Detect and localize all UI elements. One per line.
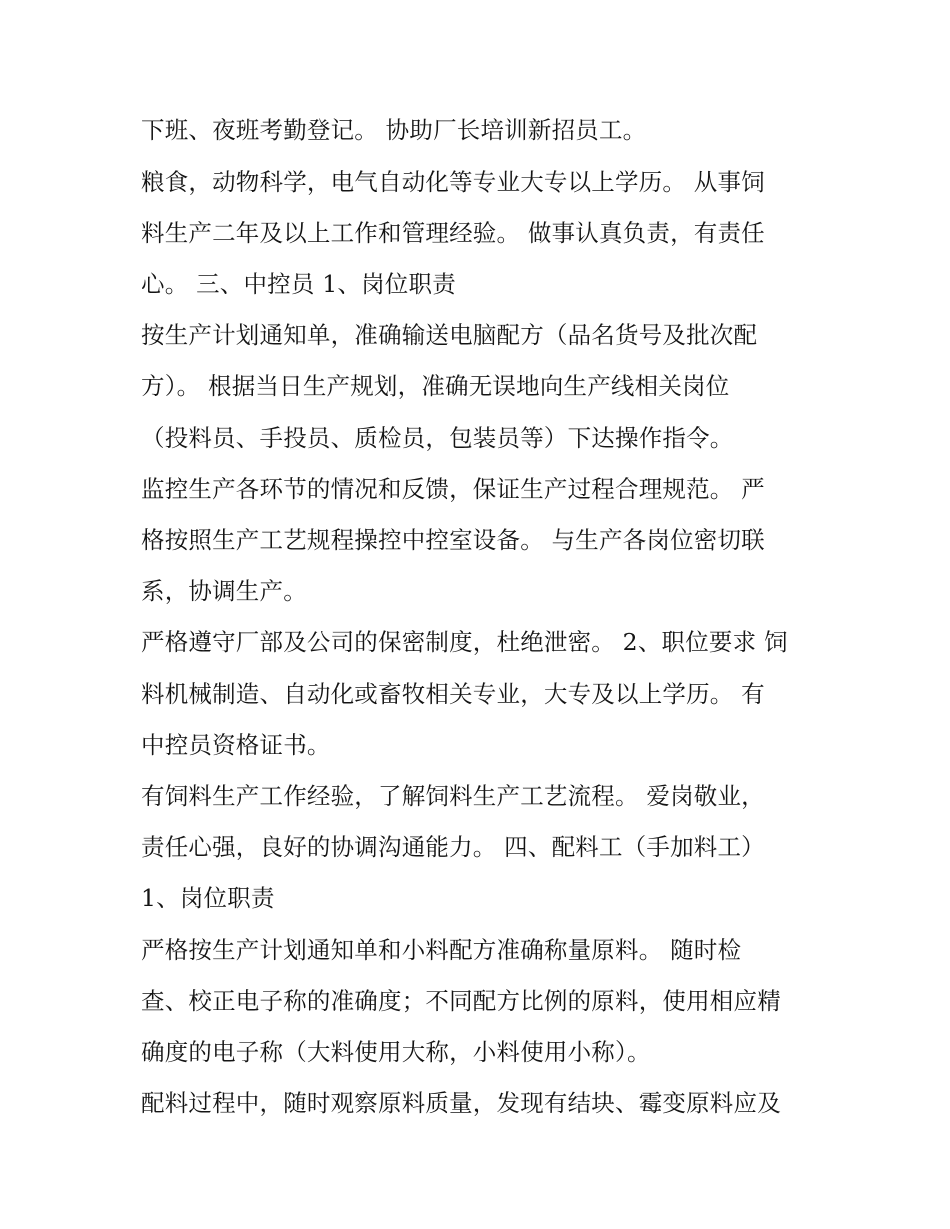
text-line: 中控员资格证书。 <box>141 731 331 759</box>
text-line: 按生产计划通知单，准确输送电脑配方（品名货号及批次配 <box>141 321 758 349</box>
text-line: 方）。 根据当日生产规划，准确无误地向生产线相关岗位 <box>141 372 730 400</box>
text-line: 责任心强，良好的协调沟通能力。 四、配料工（手加料工） <box>141 833 765 861</box>
text-line: （投料员、手投员、质检员，包装员等）下达操作指令。 <box>141 424 734 452</box>
text-line: 料机械制造、自动化或畜牧相关专业，大专及以上学历。 有 <box>141 680 765 708</box>
text-line: 查、校正电子称的准确度；不同配方比例的原料，使用相应精 <box>141 987 781 1015</box>
text-line: 严格遵守厂部及公司的保密制度，杜绝泄密。 2、职位要求 饲 <box>141 628 788 656</box>
text-line: 心。 三、中控员 1、岗位职责 <box>141 270 456 298</box>
text-line: 监控生产各环节的情况和反馈，保证生产过程合理规范。 严 <box>141 475 765 503</box>
text-line: 1、岗位职责 <box>141 884 275 912</box>
text-line: 系，协调生产。 <box>141 577 307 605</box>
text-line: 格按照生产工艺规程操控中控室设备。 与生产各岗位密切联 <box>141 526 765 554</box>
text-line: 料生产二年及以上工作和管理经验。 做事认真负责，有责任 <box>141 219 765 247</box>
text-line: 配料过程中，随时观察原料质量，发现有结块、霉变原料应及 <box>141 1089 781 1117</box>
text-line: 有饲料生产工作经验，了解饲料生产工艺流程。 爱岗敬业， <box>141 782 765 810</box>
text-line: 确度的电子称（大料使用大称，小料使用小称）。 <box>141 1038 651 1066</box>
text-line: 严格按生产计划通知单和小料配方准确称量原料。 随时检 <box>141 936 742 964</box>
text-line: 粮食，动物科学，电气自动化等专业大专以上学历。 从事饲 <box>141 168 765 196</box>
text-line: 下班、夜班考勤登记。 协助厂长培训新招员工。 <box>141 116 647 144</box>
